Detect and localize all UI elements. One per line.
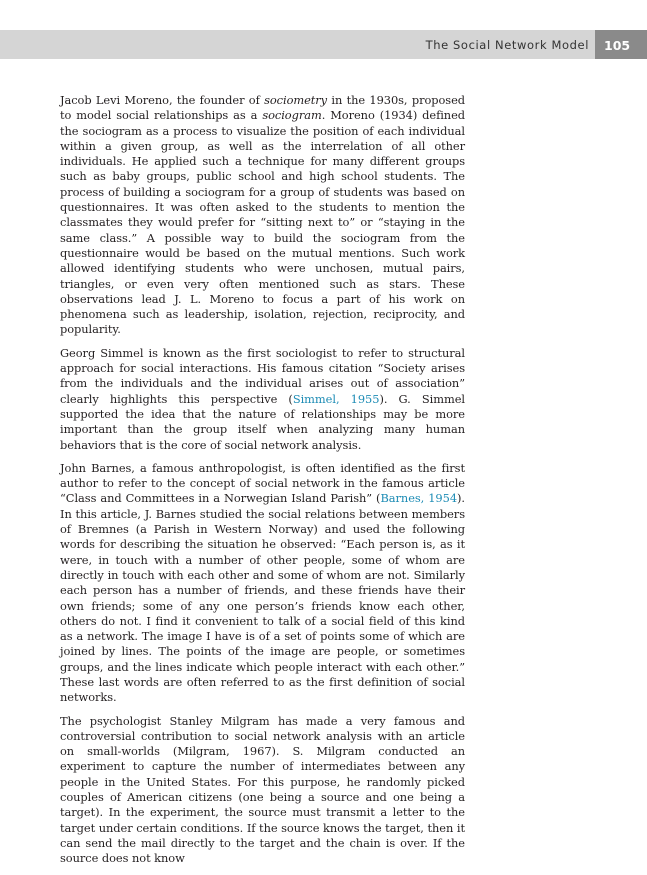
paragraph-moreno	[60, 93, 465, 338]
paragraph-simmel	[60, 346, 465, 453]
running-header	[0, 30, 647, 59]
running-title: The Social Network Model	[425, 38, 589, 52]
page-number: 105	[595, 30, 647, 59]
text-run: The psychologist Stanley Milgram has made a very famous and controversial contribution to social network analysis with an article on small-worlds (Milgram, 1967). S. Milgram conducted an experiment to capture the number of intermediates between any people in the United States. For this purpose, he randomly picked couples of American citizens (one being a source and one being a target). In the experiment, the source must transmit a letter to the target under certain conditions. If the source knows the target, then it can send the mail directly to the target and the chain is over. If the source does not know	[60, 713, 465, 866]
paragraph-milgram	[60, 714, 465, 867]
text-run: Jacob Levi Moreno, the founder of	[60, 93, 265, 107]
text-run: Georg Simmel is known as the first sociologist to refer to structural approach for social interactions. His famous citation “Society arises from the individuals and the individual arises out of association” clearly highlights this perspective (	[60, 345, 465, 406]
text-run: . Moreno (1934) defined the sociogram as a process to visualize the position of each individual within a given group, as well as the interrelation of all other individuals. He applied such a technique for many different groups such as baby groups, public school and high school students. The process of building a sociogram for a group of students was based on questionnaires. It was often asked to the students to mention the classmates they would prefer for “sitting next to” or “staying in the same class.” A possible way to build the sociogram from the questionnaire would be based on the mutual mentions. Such work allowed identifying students who were unchosen, mutual pairs, triangles, or even very often mentioned such as stars. These observations lead J. L. Moreno to focus a part of his work on phenomena such as leadership, isolation, rejection, reciprocity, and popularity.	[60, 108, 465, 337]
text-run: in the 1930s, proposed to model social relationships as a	[60, 93, 465, 123]
citation-link[interactable]: Simmel, 1955	[292, 391, 380, 406]
text-run: ). G. Simmel supported the idea that the nature of relationships may be more important than the group itself when analyzing many human behaviors that is the core of social network analysis.	[60, 391, 466, 452]
paragraph-barnes	[60, 461, 465, 706]
citation-link[interactable]: Barnes, 1954	[380, 491, 458, 506]
term-sociogram: sociogram	[262, 108, 322, 123]
text-run: ). In this article, J. Barnes studied the social relations between members of Bremnes (a Parish in Western Norway) and used the following words for describing the situation he observed: “Each person is, as it were, in touch with a number of other people, some of whom are directly in touch with each other and some of whom are not. Similarly each person has a number of friends, and these friends have their own friends; some of any one person’s friends know each other, others do not. I find it convenient to talk of a social field of this kind as a network. The image I have is of a set of points some of which are joined by lines. The points of the image are people, or sometimes groups, and the lines indicate which people interact with each other.” These last words are often referred to as the first definition of social networks.	[60, 491, 465, 705]
body-text	[60, 93, 465, 875]
term-sociometry: sociometry	[264, 93, 328, 107]
text-run: John Barnes, a famous anthropologist, is often identified as the first author to refer to the concept of social network in the famous article “Class and Committees in a Norwegian Island Parish” (	[60, 460, 465, 506]
